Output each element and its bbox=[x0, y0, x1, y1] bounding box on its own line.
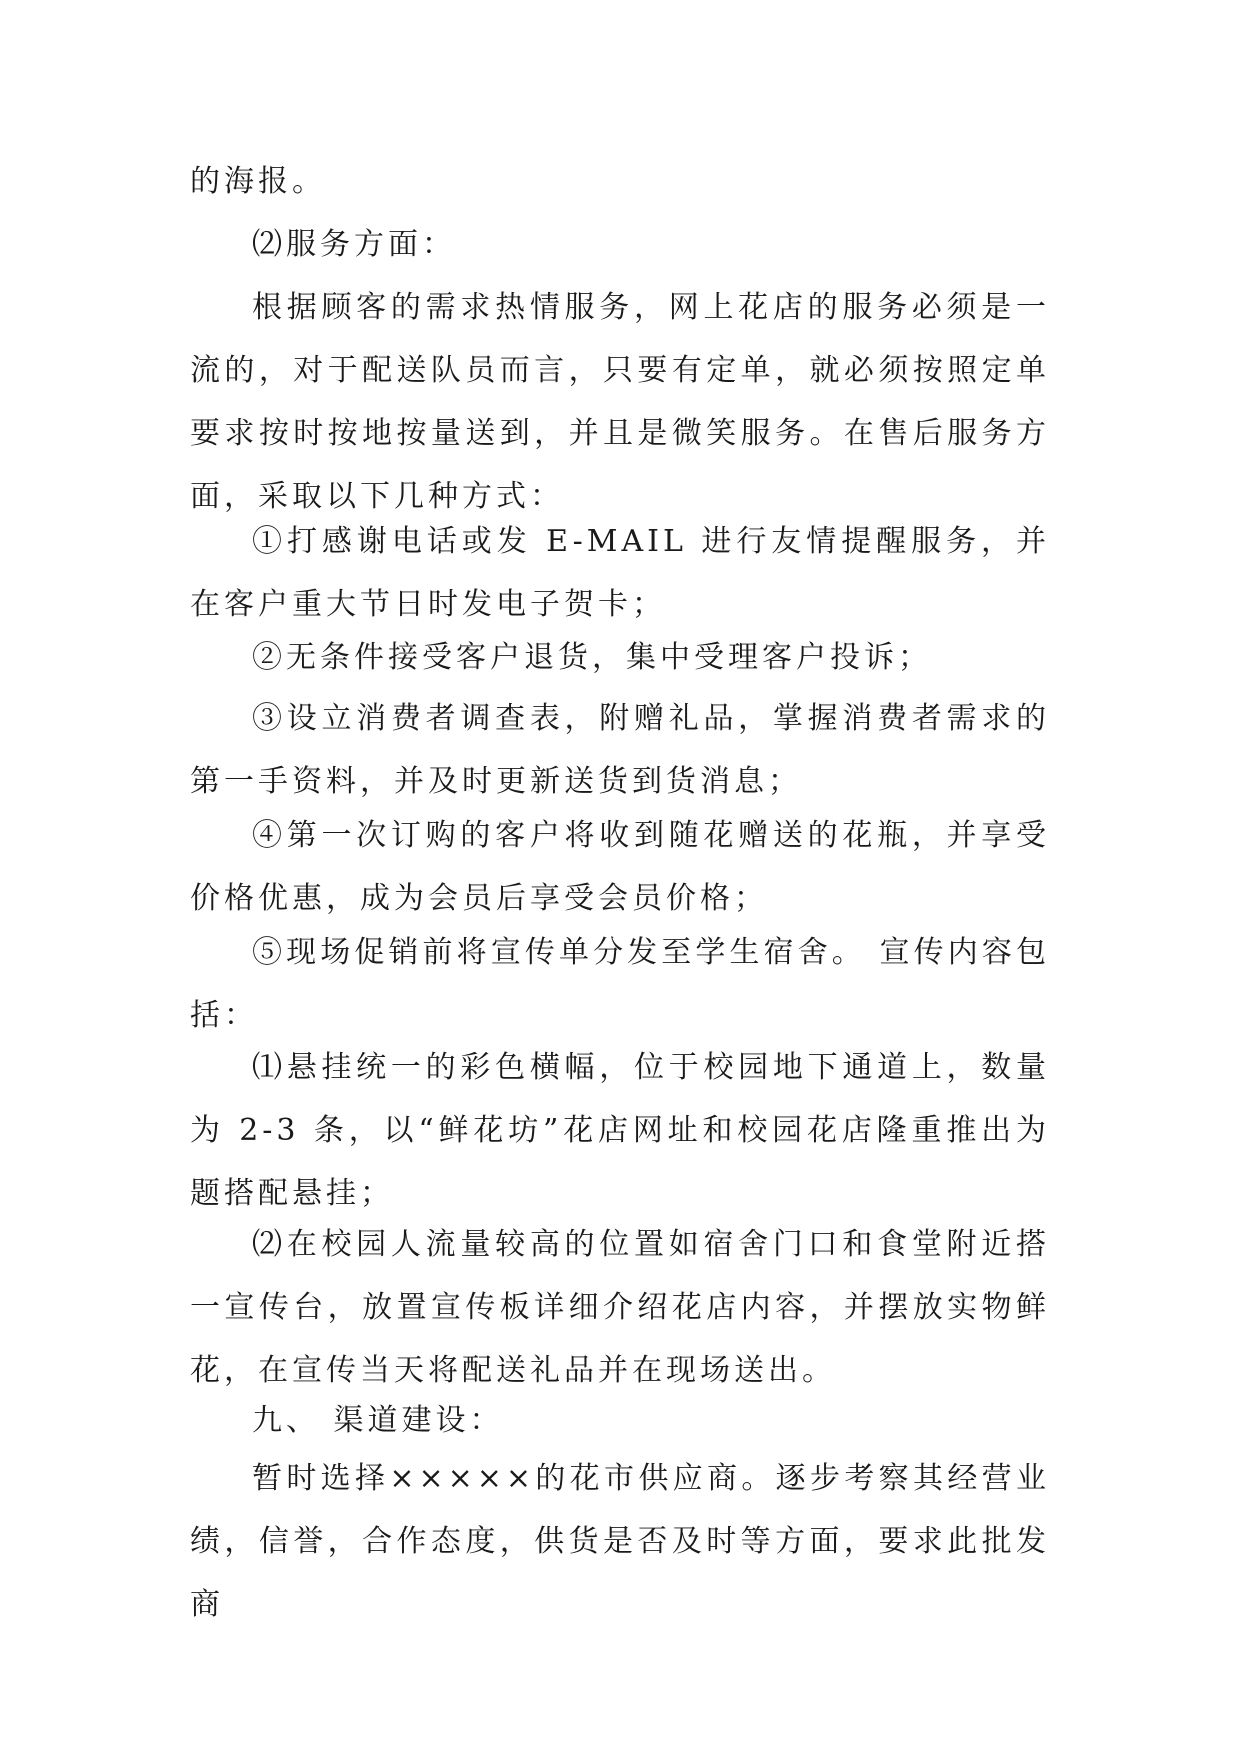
paragraph-service-heading: ⑵服务方面： bbox=[252, 227, 456, 262]
list-item-booth: ⑵在校园人流量较高的位置如宿舍门口和食堂附近搭一宣传台，放置宣传板详细介绍花店内容，并摆放实物鲜花，在宣传当天将配送礼品并在现场送出。 bbox=[190, 1227, 1050, 1388]
section-heading-channel: 九、 渠道建设： bbox=[252, 1403, 504, 1438]
list-item-returns: ②无条件接受客户退货，集中受理客户投诉； bbox=[252, 640, 932, 675]
paragraph-poster-end: 的海报。 bbox=[190, 164, 326, 199]
list-item-first-order: ④第一次订购的客户将收到随花赠送的花瓶，并享受价格优惠，成为会员后享受会员价格； bbox=[190, 818, 1050, 916]
list-item-flyers: ⑤现场促销前将宣传单分发至学生宿舍。 宣传内容包括： bbox=[190, 935, 1050, 1033]
list-item-banners: ⑴悬挂统一的彩色横幅，位于校园地下通道上，数量为 2-3 条，以“鲜花坊”花店网址和校园花店隆重推出为题搭配悬挂； bbox=[190, 1050, 1050, 1211]
list-item-survey: ③设立消费者调查表，附赠礼品，掌握消费者需求的第一手资料，并及时更新送货到货消息； bbox=[190, 701, 1050, 799]
paragraph-service-description: 根据顾客的需求热情服务，网上花店的服务必须是一流的，对于配送队员而言，只要有定单，就必须按照定单要求按时按地按量送到，并且是微笑服务。在售后服务方面，采取以下几种方式： bbox=[190, 290, 1050, 514]
list-item-thank-you-call: ①打感谢电话或发 E-MAIL 进行友情提醒服务，并在客户重大节日时发电子贺卡； bbox=[190, 524, 1050, 622]
paragraph-channel-description: 暂时选择×××××的花市供应商。逐步考察其经营业绩，信誉，合作态度，供货是否及时等方面，要求此批发商 bbox=[190, 1461, 1050, 1622]
